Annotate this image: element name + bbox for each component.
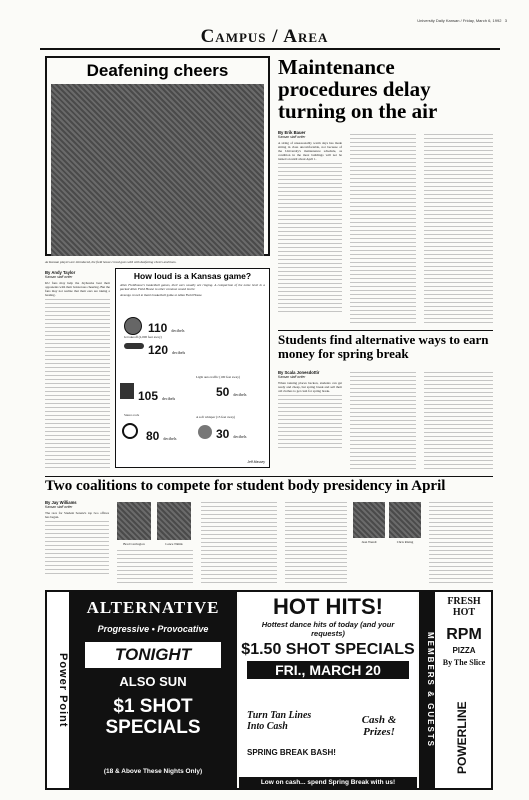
hot-title: HOT HITS!	[273, 594, 383, 619]
story-text-col5	[429, 502, 493, 584]
headshot-2	[157, 502, 191, 540]
masthead	[0, 0, 529, 50]
value: 120	[148, 343, 169, 357]
headshot-1-caption: Brad Carrington	[123, 542, 145, 546]
item-jet-label: Jet takeoff (2,000 feet away)	[124, 335, 162, 339]
story-text-col3	[424, 372, 493, 470]
ad-alternative	[47, 592, 237, 788]
unit: decibels	[172, 350, 186, 355]
fresh-title: FRESH HOT	[447, 596, 481, 618]
item-light-traffic-label: Light auto traffic (100 feet away)	[196, 375, 240, 379]
story-text	[278, 395, 342, 450]
item-50	[216, 383, 246, 401]
story-text-col2	[350, 134, 416, 324]
students-title: Students find alternative ways to earn money for spring break	[278, 332, 489, 361]
box-title: How loud is a Kansas game?	[133, 271, 252, 281]
item-30	[216, 425, 246, 443]
fresh-rpm: RPM	[446, 626, 482, 643]
item-105	[138, 387, 175, 405]
paper-date: University Daily Kansan / Friday, March 6, 1992 3	[417, 18, 507, 23]
alt-note: (18 & Above These Nights Only)	[103, 768, 203, 775]
fresh-pizza: PIZZA	[452, 646, 476, 655]
students-story	[278, 330, 493, 470]
item-stereo-label: Stereo rock	[124, 413, 140, 417]
byline-role: Kansan staff writer	[45, 275, 73, 279]
issue-date: Friday, March 6, 1992	[462, 18, 502, 23]
item-80	[146, 427, 176, 445]
item-120	[148, 341, 185, 359]
coalitions-rule	[45, 476, 493, 477]
whisper-icon	[198, 425, 212, 439]
deafening-title: Deafening cheers	[86, 61, 229, 80]
story-lead: A string of unseasonably warm days has made sitting in class uncomfortable, not because of the University's maintenance schedule, as condition in the most buildings will not be turned on until about April 1.	[278, 141, 342, 161]
unit: decibels	[233, 392, 247, 397]
photo-caption: As Kansan players are introduced, the field house crowd goes wild with deafening cheers and boos.	[45, 260, 177, 264]
coalitions-byline	[45, 500, 109, 576]
byline-role: Kansan staff writer	[278, 135, 306, 139]
box-intro: Allen Fieldhouse's basketball games, their ears usually are ringing. A comparison of the noise level in a packed Allen Field House to other common sound levels:	[120, 282, 265, 291]
story-text-col3	[424, 134, 493, 324]
value: 30	[216, 427, 230, 441]
box-avg-label: Average crowd at men's basketball game at Allen Field House	[120, 292, 202, 297]
item-whisper-label: A soft whisper (15 feet away)	[196, 415, 236, 419]
headshot-1	[117, 502, 151, 540]
ad-fresh	[419, 592, 491, 788]
byline-role: Kansan staff writer	[278, 375, 306, 379]
speaker-icon	[120, 383, 134, 399]
page-number: 3	[504, 18, 507, 23]
hot-low: Low on cash... spend Spring Break with us!	[239, 777, 417, 788]
coalitions-title: Two coalitions to compete for student body presidency in April	[45, 478, 446, 494]
hot-cash: Cash & Prizes!	[361, 714, 397, 738]
byline-name: By Erik Bauer	[278, 130, 306, 135]
story-lead: When tanning places beckon, students can get ready and cheap, but spring break and sell their old clothes to get cash for spring break.	[278, 381, 342, 393]
masthead-rule	[40, 48, 500, 50]
coalitions-story	[45, 476, 493, 586]
value: 105	[138, 389, 159, 403]
alt-title: ALTERNATIVE	[86, 598, 220, 617]
headshot-3	[353, 502, 385, 538]
unit: decibels	[171, 328, 185, 333]
hot-turn: Turn Tan Lines Into Cash	[247, 710, 312, 732]
power-point-side: Power Point	[47, 592, 69, 788]
unit: decibels	[162, 396, 176, 401]
byline-name: By Jay Williams	[45, 500, 77, 505]
section-title: Campus / Area	[200, 26, 329, 47]
headshot-4	[389, 502, 421, 538]
deafening-story	[45, 56, 270, 468]
unit: decibels	[233, 434, 247, 439]
story-lead: KU fans may help the Jayhawks beat their opponents with their boisterous cheering. But the fans may not realize that their ears are taking a beating.	[45, 281, 110, 297]
hot-spring: SPRING BREAK BASH!	[247, 748, 336, 757]
headshot-2-caption: Lance Nimik	[165, 542, 183, 546]
deafening-byline	[45, 270, 110, 469]
ad-hothits	[239, 592, 417, 788]
value: 80	[146, 429, 160, 443]
story-text	[278, 163, 342, 313]
crowd-photo	[51, 84, 264, 256]
ad-strip	[45, 590, 493, 790]
jet-icon	[124, 343, 144, 349]
alt-tonight: TONIGHT	[85, 642, 221, 668]
students-rule	[278, 330, 493, 331]
story-text-col4	[285, 502, 347, 584]
decibel-box	[115, 268, 270, 468]
alt-also: ALSO SUN	[119, 674, 187, 689]
alarm-clock-icon	[122, 423, 138, 439]
headshot-3-caption: Jean Wendt	[361, 540, 377, 544]
basketball-icon	[124, 317, 142, 335]
students-byline	[278, 370, 342, 450]
unit: decibels	[163, 436, 177, 441]
members-side: MEMBERS & GUESTS	[419, 592, 435, 788]
hot-sub: Hottest dance hits of today (and your requests)	[261, 620, 395, 638]
fresh-by: By The Slice	[442, 658, 486, 667]
byline-name: By Andy Taylor	[45, 270, 76, 275]
alt-tagline: Progressive • Provocative	[97, 624, 209, 634]
alt-special: $1 SHOT SPECIALS	[105, 696, 201, 738]
value: 110	[148, 321, 168, 335]
story-text	[45, 521, 109, 576]
powerline-side: POWERLINE	[455, 701, 469, 775]
byline-name: By Scala Jonesdottir	[278, 370, 320, 375]
headshot-4-caption: Chris Rising	[396, 540, 414, 544]
paper-name: University Daily Kansan	[417, 18, 460, 23]
hot-special: $1.50 SHOT SPECIALS	[241, 641, 415, 658]
story-lead: The race for Student Senate's top two offices has begun.	[45, 511, 109, 519]
hot-date: FRI., MARCH 20	[247, 661, 409, 679]
box-source: Jeff Massey	[247, 460, 265, 464]
story-text-col2	[350, 372, 416, 470]
byline-role: Kansan staff writer	[45, 505, 73, 509]
value: 50	[216, 385, 230, 399]
story-text	[45, 299, 110, 469]
story-text-col2	[117, 550, 193, 584]
maintenance-title: Maintenance procedures delay turning on the air	[278, 55, 438, 124]
maintenance-story	[278, 56, 493, 324]
story-text-col3	[201, 502, 277, 584]
maintenance-byline	[278, 130, 342, 313]
